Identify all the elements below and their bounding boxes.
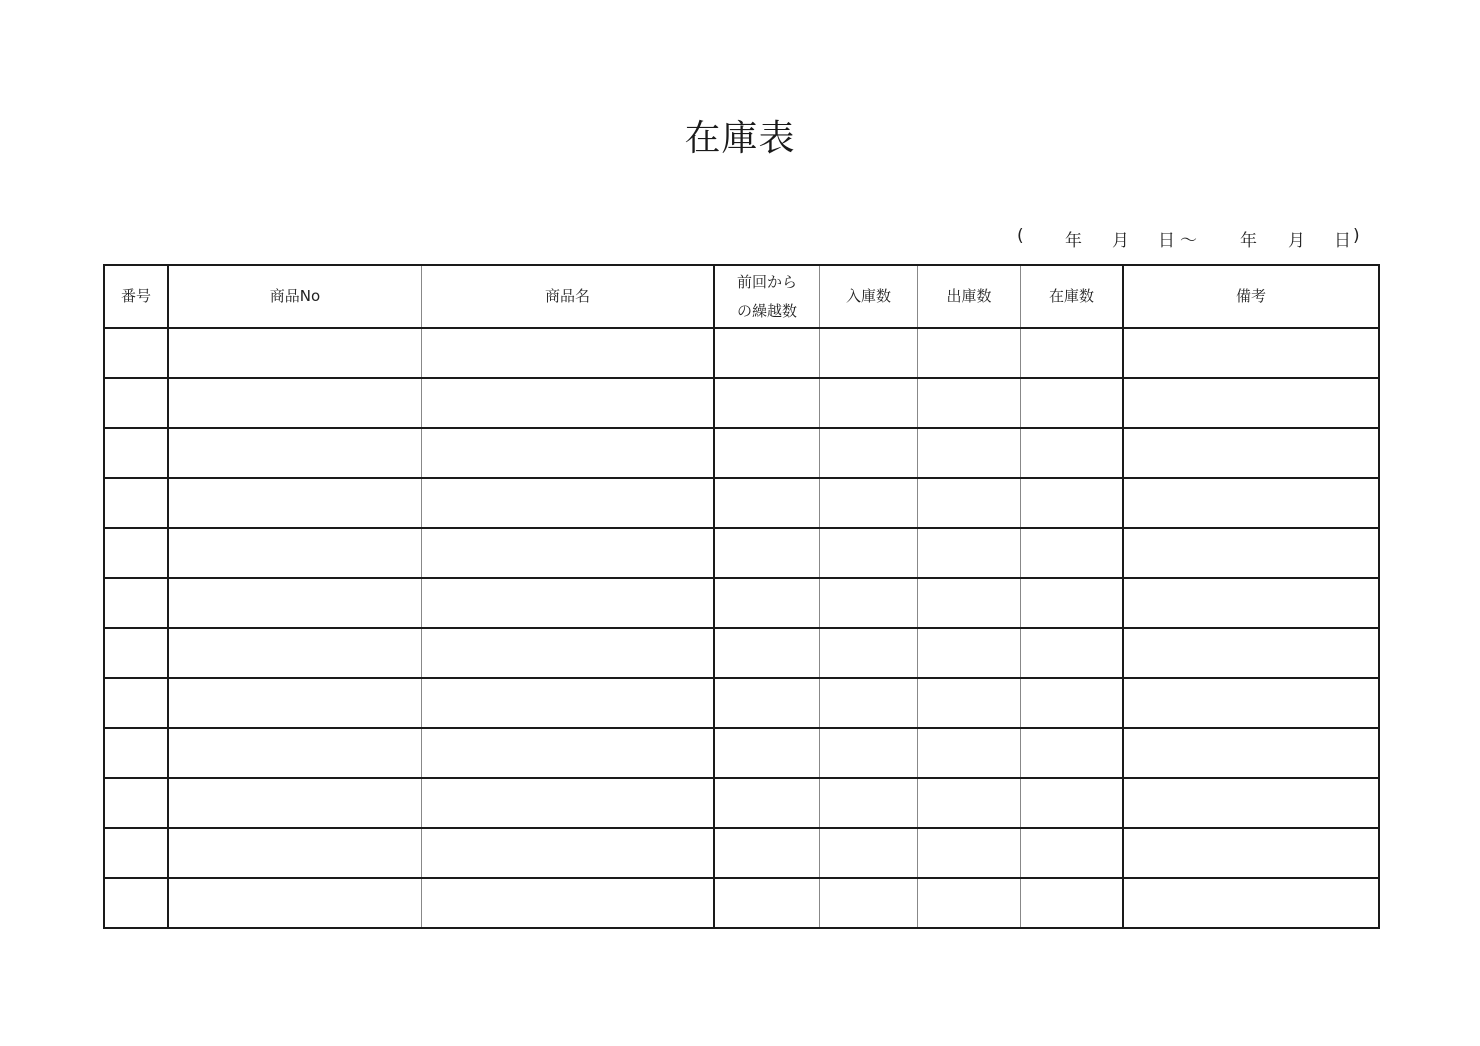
header-number: 番号 — [104, 265, 168, 328]
cell-product-no[interactable] — [168, 728, 422, 778]
header-product-no: 商品No — [168, 265, 422, 328]
cell-carryover[interactable] — [714, 378, 820, 428]
cell-remarks[interactable] — [1123, 428, 1379, 478]
cell-outgoing[interactable] — [918, 578, 1021, 628]
cell-incoming[interactable] — [820, 678, 918, 728]
cell-remarks[interactable] — [1123, 528, 1379, 578]
cell-stock[interactable] — [1021, 428, 1124, 478]
cell-product-no[interactable] — [168, 378, 422, 428]
cell-stock[interactable] — [1021, 778, 1124, 828]
cell-carryover[interactable] — [714, 578, 820, 628]
cell-number[interactable] — [104, 428, 168, 478]
cell-product-name[interactable] — [422, 678, 715, 728]
header-product-name: 商品名 — [422, 265, 715, 328]
cell-stock[interactable] — [1021, 828, 1124, 878]
table-row — [104, 878, 1379, 928]
period-close-paren: ) — [1353, 226, 1360, 246]
cell-incoming[interactable] — [820, 828, 918, 878]
cell-number[interactable] — [104, 578, 168, 628]
header-carryover-line1: 前回から — [736, 272, 797, 291]
period-end-day: 日 — [1334, 231, 1351, 251]
cell-number[interactable] — [104, 878, 168, 928]
cell-remarks[interactable] — [1123, 878, 1379, 928]
table-row — [104, 428, 1379, 478]
table-row — [104, 778, 1379, 828]
cell-product-no[interactable] — [168, 678, 422, 728]
cell-outgoing[interactable] — [918, 478, 1021, 528]
cell-product-name[interactable] — [422, 728, 715, 778]
period-end-month: 月 — [1288, 231, 1305, 251]
cell-outgoing[interactable] — [918, 878, 1021, 928]
table-row — [104, 578, 1379, 628]
table-row — [104, 378, 1379, 428]
header-carryover-line2: の繰越数 — [736, 301, 797, 320]
cell-incoming[interactable] — [820, 728, 918, 778]
cell-carryover[interactable] — [714, 678, 820, 728]
period-start-year: 年 — [1065, 231, 1082, 251]
cell-outgoing[interactable] — [918, 728, 1021, 778]
cell-carryover[interactable] — [714, 628, 820, 678]
cell-incoming[interactable] — [820, 328, 918, 378]
cell-stock[interactable] — [1021, 878, 1124, 928]
cell-stock[interactable] — [1021, 528, 1124, 578]
table-header-row — [104, 265, 1379, 328]
cell-incoming[interactable] — [820, 628, 918, 678]
cell-remarks[interactable] — [1123, 378, 1379, 428]
cell-remarks[interactable] — [1123, 728, 1379, 778]
cell-carryover[interactable] — [714, 878, 820, 928]
cell-product-name[interactable] — [422, 328, 715, 378]
period-start-month: 月 — [1112, 231, 1129, 251]
cell-incoming[interactable] — [820, 378, 918, 428]
cell-remarks[interactable] — [1123, 328, 1379, 378]
cell-product-name[interactable] — [422, 878, 715, 928]
cell-product-name[interactable] — [422, 528, 715, 578]
table-row — [104, 478, 1379, 528]
header-outgoing: 出庫数 — [918, 265, 1021, 328]
cell-product-no[interactable] — [168, 778, 422, 828]
table-row — [104, 678, 1379, 728]
cell-stock[interactable] — [1021, 328, 1124, 378]
cell-outgoing[interactable] — [918, 678, 1021, 728]
date-period — [1000, 226, 1380, 252]
cell-incoming[interactable] — [820, 528, 918, 578]
cell-product-no[interactable] — [168, 628, 422, 678]
cell-outgoing[interactable] — [918, 778, 1021, 828]
cell-number[interactable] — [104, 828, 168, 878]
cell-number[interactable] — [104, 378, 168, 428]
header-remarks: 備考 — [1123, 265, 1379, 328]
cell-product-no[interactable] — [168, 528, 422, 578]
cell-product-name[interactable] — [422, 478, 715, 528]
cell-remarks[interactable] — [1123, 828, 1379, 878]
cell-product-no[interactable] — [168, 878, 422, 928]
period-end-year: 年 — [1240, 231, 1257, 251]
header-carryover — [714, 265, 820, 328]
table-row — [104, 828, 1379, 878]
header-incoming: 入庫数 — [820, 265, 918, 328]
period-open-paren: ( — [1017, 226, 1024, 246]
cell-incoming[interactable] — [820, 878, 918, 928]
cell-stock[interactable] — [1021, 678, 1124, 728]
cell-outgoing[interactable] — [918, 828, 1021, 878]
cell-incoming[interactable] — [820, 778, 918, 828]
cell-remarks[interactable] — [1123, 628, 1379, 678]
cell-outgoing[interactable] — [918, 528, 1021, 578]
cell-remarks[interactable] — [1123, 678, 1379, 728]
inventory-table — [103, 264, 1380, 929]
cell-product-name[interactable] — [422, 428, 715, 478]
cell-remarks[interactable] — [1123, 778, 1379, 828]
table-row — [104, 528, 1379, 578]
cell-outgoing[interactable] — [918, 378, 1021, 428]
period-start-day: 日 — [1158, 231, 1175, 251]
cell-incoming[interactable] — [820, 578, 918, 628]
cell-stock[interactable] — [1021, 378, 1124, 428]
table-row — [104, 328, 1379, 378]
cell-carryover[interactable] — [714, 728, 820, 778]
cell-carryover[interactable] — [714, 478, 820, 528]
cell-product-no[interactable] — [168, 478, 422, 528]
cell-number[interactable] — [104, 628, 168, 678]
period-tilde: ～ — [1180, 231, 1197, 251]
cell-remarks[interactable] — [1123, 478, 1379, 528]
cell-incoming[interactable] — [820, 428, 918, 478]
cell-product-no[interactable] — [168, 328, 422, 378]
cell-carryover[interactable] — [714, 778, 820, 828]
cell-carryover[interactable] — [714, 328, 820, 378]
cell-product-no[interactable] — [168, 428, 422, 478]
cell-carryover[interactable] — [714, 428, 820, 478]
cell-stock[interactable] — [1021, 728, 1124, 778]
cell-number[interactable] — [104, 678, 168, 728]
cell-product-name[interactable] — [422, 828, 715, 878]
page-title: 在庫表 — [684, 118, 796, 159]
cell-stock[interactable] — [1021, 578, 1124, 628]
cell-product-name[interactable] — [422, 628, 715, 678]
cell-number[interactable] — [104, 728, 168, 778]
cell-outgoing[interactable] — [918, 328, 1021, 378]
cell-number[interactable] — [104, 478, 168, 528]
header-stock: 在庫数 — [1021, 265, 1124, 328]
cell-product-name[interactable] — [422, 378, 715, 428]
table-row — [104, 728, 1379, 778]
cell-carryover[interactable] — [714, 828, 820, 878]
table-row — [104, 628, 1379, 678]
cell-number[interactable] — [104, 778, 168, 828]
cell-carryover[interactable] — [714, 528, 820, 578]
cell-remarks[interactable] — [1123, 578, 1379, 628]
cell-outgoing[interactable] — [918, 428, 1021, 478]
cell-number[interactable] — [104, 528, 168, 578]
cell-outgoing[interactable] — [918, 628, 1021, 678]
cell-stock[interactable] — [1021, 628, 1124, 678]
cell-product-name[interactable] — [422, 578, 715, 628]
cell-incoming[interactable] — [820, 478, 918, 528]
cell-product-no[interactable] — [168, 828, 422, 878]
cell-product-name[interactable] — [422, 778, 715, 828]
cell-number[interactable] — [104, 328, 168, 378]
cell-stock[interactable] — [1021, 478, 1124, 528]
cell-product-no[interactable] — [168, 578, 422, 628]
